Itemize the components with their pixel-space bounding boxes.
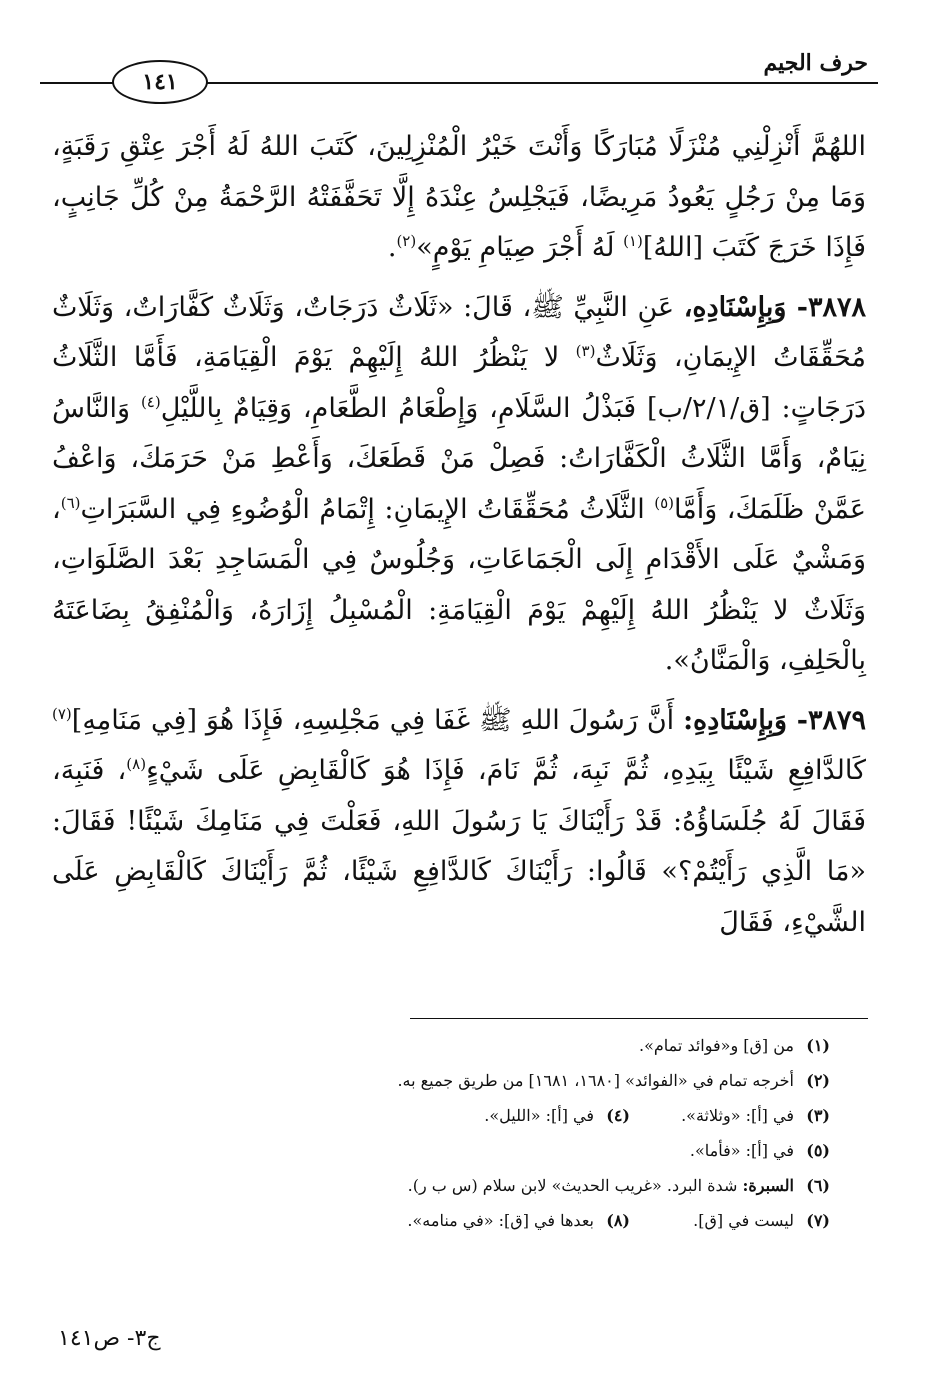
text-segment: ، وَمَشْيٌ عَلَى الأَقْدَامِ إِلَى الْجَمَاعَاتِ، وَجُلُوسٌ فِي الْمَسَاجِدِ بَعْدَ الصَّلَوَاتِ، وَثَلَاثٌ لا يَنْظُرُ اللهُ إِلَيْهِمْ يَوْمَ الْقِيَامَةِ: الْمُسْبِلُ إِزَارَهُ، وَالْمُنْفِقُ بِضَاعَتَهُ بِالْحَلِفِ، وَالْمَنَّانُ». — [52, 493, 866, 676]
footnotes — [52, 1028, 830, 1238]
footnote-term: السبرة: — [742, 1176, 794, 1195]
footnote-number: (٦) — [806, 1176, 830, 1195]
hadith-number: ٣٨٧٨- — [786, 291, 866, 323]
text-segment: اللهُمَّ أَنْزِلْنِي مُنْزَلًا مُبَارَكًا وَأَنْتَ خَيْرُ الْمُنْزِلِينَ، كَتَبَ اللهُ لَهُ أَجْرَ عِتْقِ رَقَبَةٍ، وَمَا مِنْ رَجُلٍ يَعُودُ مَرِيضًا، فَيَجْلِسُ عِنْدَهُ إِلَّا تَحَفَّفَتْهُ الرَّحْمَةُ مِنْ كُلِّ جَانِبٍ، فَإِذَا خَرَجَ كَتَبَ [اللهُ] — [52, 131, 866, 263]
footnote-ref-3[interactable]: (٣) — [575, 342, 596, 360]
footnote-number: (٢) — [806, 1071, 830, 1090]
footnote-7-8 — [52, 1203, 830, 1238]
footnote-number: (١) — [806, 1036, 830, 1055]
footnote-number: (٥) — [806, 1141, 830, 1160]
footnote-3-4 — [52, 1098, 830, 1133]
text-segment: الثَّلَاثُ مُحَقِّقَاتُ الإِيمَانِ: إِتْمَامُ الْوُضُوءِ فِي السَّبَرَاتِ — [80, 493, 655, 525]
footnote-text: في [أ]: «فأما». — [689, 1141, 794, 1160]
footnote-5 — [52, 1133, 830, 1168]
paragraph-continuation — [52, 122, 866, 274]
hadith-3878 — [52, 283, 866, 687]
text-segment: وَالنَّاسُ نِيَامٌ، وَأَمَّا الثَّلَاثُ الْكَفَّارَاتُ: فَصِلْ مَنْ قَطَعَكَ، وَأَعْطِ مَنْ حَرَمَكَ، وَاعْفُ عَمَّنْ ظَلَمَكَ، وَأَمَّا — [52, 392, 866, 525]
isnad-lead: وَبِإِسْنَادِهِ، — [683, 291, 787, 323]
hadith-number: ٣٨٧٩- — [787, 704, 866, 736]
footnote-4 — [484, 1106, 630, 1125]
footnote-text: أخرجه تمام في «الفوائد» [١٦٨٠، ١٦٨١] من طريق جميع به. — [397, 1071, 794, 1090]
footnote-ref-6[interactable]: (٦) — [60, 493, 81, 512]
footnote-text: ليست في [ق]. — [693, 1211, 794, 1230]
footnote-ref-5[interactable]: (٥) — [654, 493, 675, 512]
chapter-title: حرف الجيم — [763, 50, 868, 76]
text-segment: ، فَنَبِهَ، فَقَالَ لَهُ جُلَسَاؤُهُ: قَدْ رَأَيْنَاكَ يَا رَسُولَ اللهِ، فَعَلْتَ فِي مَنَامِكَ شَيْئًا! فَقَالَ: «مَا الَّذِي رَأَيْتُمْ؟» قَالُوا: رَأَيْنَاكَ كَالدَّافِعِ شَيْئًا، ثُمَّ رَأَيْنَاكَ كَالْقَابِضِ عَلَى الشَّيْءِ، فَقَالَ — [52, 755, 866, 938]
footnote-ref-1[interactable]: (١) — [623, 232, 643, 250]
footnote-number: (٧) — [806, 1211, 830, 1230]
page-number-badge: ١٤١ — [112, 60, 208, 104]
main-text — [52, 122, 866, 948]
footnote-text: في [أ]: «الليل». — [484, 1106, 594, 1125]
footnote-2 — [52, 1063, 830, 1098]
footnote-text: من [ق] و«فوائد تمام». — [639, 1036, 794, 1055]
footnote-ref-8[interactable]: (٨) — [126, 755, 147, 773]
text-segment: كَالدَّافِعِ شَيْئًا بِيَدِهِ، ثُمَّ نَبِهَ، ثُمَّ نَامَ، فَإِذَا هُوَ كَالْقَابِضِ عَلَى شَيْءٍ — [146, 755, 866, 786]
text-segment: لا يَنْظُرُ اللهُ إِلَيْهِمْ يَوْمَ الْقِيَامَةِ، فَأَمَّا الثَّلَاثُ دَرَجَاتٍ: [ق/٢/١/ب] فَبَذْلُ السَّلَامِ، وَإِطْعَامُ الطَّعَامِ، وَقِيَامٌ بِاللَّيْلِ — [52, 342, 867, 424]
footnote-8 — [407, 1211, 630, 1230]
text-segment: لَهُ أَجْرَ صِيَامِ يَوْمٍ» — [416, 232, 624, 263]
footnote-text: بعدها في [ق]: «في منامه». — [407, 1211, 594, 1230]
footnote-ref-2[interactable]: (٢) — [396, 232, 417, 250]
footnote-3 — [630, 1098, 830, 1133]
footnote-text: شدة البرد. «غريب الحديث» لابن سلام (س ب ر). — [407, 1176, 743, 1195]
text-segment: أَنَّ رَسُولَ اللهِ ﷺ غَفَا فِي مَجْلِسِهِ، فَإِذَا هُوَ [فِي مَنَامِهِ] — [71, 704, 684, 736]
footnote-6 — [52, 1168, 830, 1203]
footnote-separator — [410, 1018, 868, 1019]
footnote-7 — [630, 1203, 830, 1238]
footnote-number: (٣) — [806, 1106, 830, 1125]
footnote-number: (٨) — [606, 1211, 630, 1230]
text-segment: . — [387, 232, 397, 263]
footnote-number: (٤) — [606, 1106, 630, 1125]
footnote-text: في [أ]: «وثلاثة». — [681, 1106, 794, 1125]
volume-page-reference: ج٣- ص١٤١ — [58, 1326, 161, 1351]
isnad-lead: وَبِإِسْنَادِهِ: — [683, 704, 788, 736]
hadith-3879 — [52, 696, 866, 949]
footnote-ref-4[interactable]: (٤) — [140, 392, 161, 411]
footnote-1 — [52, 1028, 830, 1063]
text-segment: عَنِ النَّبِيِّ ﷺ، قَالَ: «ثَلَاثٌ دَرَجَاتٌ، وَثَلَاثٌ كَفَّارَاتٌ، وَثَلَاثٌ مُحَقِّقَاتُ الإِيمَانِ، وَثَلَاثٌ — [52, 291, 866, 373]
footnote-ref-7[interactable]: (٧) — [52, 704, 72, 723]
